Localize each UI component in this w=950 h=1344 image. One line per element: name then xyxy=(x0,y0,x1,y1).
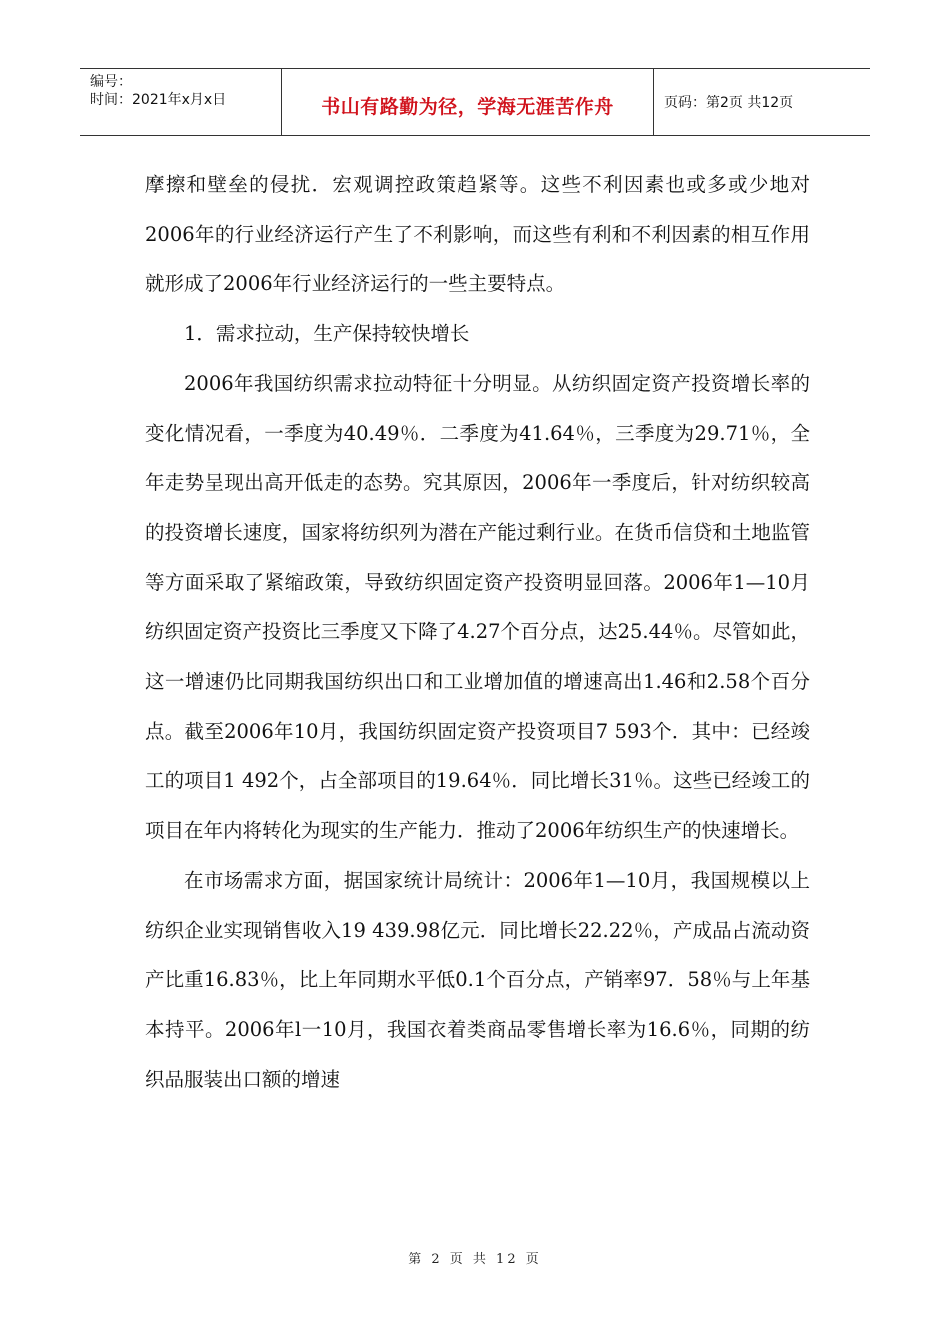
document-time-label: 时间：2021年x月x日 xyxy=(90,92,227,108)
header-motto: 书山有路勤为径，学海无涯苦作舟 xyxy=(282,69,654,135)
paragraph-continuation: 摩擦和壁垒的侵扰．宏观调控政策趋紧等。这些不利因素也或多或少地对2006年的行业经济运行产生了不利影响，而这些有利和不利因素的相互作用就形成了2006年行业经济运行的一些主要特点。 xyxy=(145,173,810,296)
paragraph: 2006年我国纺织需求拉动特征十分明显。从纺织固定资产投资增长率的变化情况看，一季度为40.49％．二季度为41.64％，三季度为29.71％，全年走势呈现出高开低走的态势。究其原因，2006年一季度后，针对纺织较高的投资增长速度，国家将纺织列为潜在产能过剩行业。在货币信贷和土地监管等方面采取了紧缩政策，导致纺织固定资产投资明显回落。2006年1—10月纺织固定资产投资比三季度又下降了4.27个百分点，达25.44％。尽管如此，这一增速仍比同期我国纺织出口和工业增加值的增速高出1.46和2.58个百分点。截至2006年10月，我国纺织固定资产投资项目7 593个．其中：已经竣工的项目1 492个，占全部项目的19.64％．同比增长31％。这些已经竣工的项目在年内将转化为现实的生产能力．推动了2006年纺织生产的快速增长。 xyxy=(145,371,810,843)
header-page-info: 页码：第2页 共12页 xyxy=(664,95,794,111)
header-meta xyxy=(80,69,282,135)
section-heading: 1．需求拉动，生产保持较快增长 xyxy=(184,322,470,346)
document-body xyxy=(145,160,810,1104)
page-header xyxy=(80,68,870,136)
paragraph: 在市场需求方面，据国家统计局统计：2006年1—10月，我国规模以上纺织企业实现销售收入19 439.98亿元．同比增长22.22％，产成品占流动资产比重16.83％，比上年同期水平低0.1个百分点，产销率97．58％与上年基本持平。2006年l一10月，我国衣着类商品零售增长率为16.6％，同期的纺织品服装出口额的增速 xyxy=(145,868,810,1091)
page-footer: 第 2 页 共 12 页 xyxy=(408,1252,542,1267)
document-number-label: 编号： xyxy=(90,74,132,90)
